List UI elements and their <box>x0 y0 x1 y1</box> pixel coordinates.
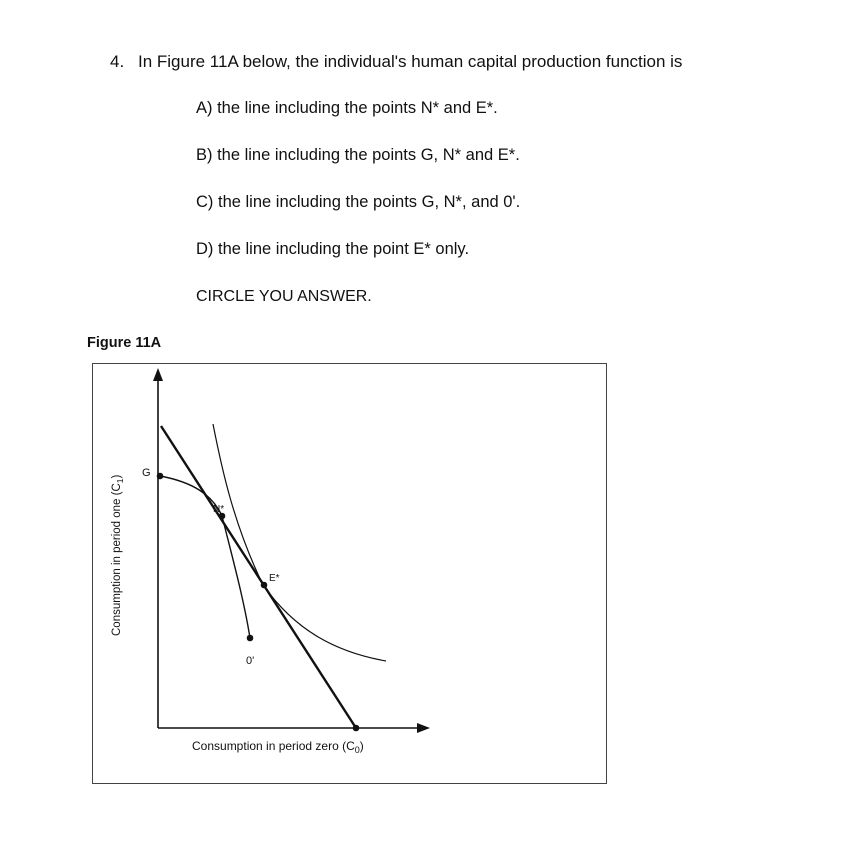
x-axis-arrow <box>417 723 430 733</box>
option-d[interactable]: D) the line including the point E* only. <box>196 240 470 258</box>
market-line <box>161 426 356 728</box>
question-stem: In Figure 11A below, the individual's human capital production function is <box>138 52 683 71</box>
option-b[interactable]: B) the line including the points G, N* and E*. <box>196 146 520 164</box>
indifference-curve <box>213 424 386 661</box>
figure-title: Figure 11A <box>87 335 162 351</box>
point-e-star <box>261 582 268 589</box>
label-g: G <box>142 467 151 479</box>
production-function-curve <box>160 476 250 638</box>
y-axis-label: Consumption in period one $(C_1)$ <box>111 474 125 636</box>
instruction-text: CIRCLE YOU ANSWER. <box>196 288 372 305</box>
point-x-intercept <box>353 725 360 732</box>
point-g <box>157 473 164 480</box>
label-zero-prime: 0' <box>246 655 255 667</box>
x-axis-label: Consumption in period zero $(C_0)$ <box>192 739 364 755</box>
point-zero-prime <box>247 635 254 642</box>
label-e-star: E* <box>269 573 280 584</box>
question-number: 4. <box>110 52 125 71</box>
label-n-star: N* <box>213 504 225 515</box>
y-axis-arrow <box>153 368 163 381</box>
option-a[interactable]: A) the line including the points N* and E*. <box>196 99 498 117</box>
option-c[interactable]: C) the line including the points G, N*, and 0'. <box>196 193 521 211</box>
